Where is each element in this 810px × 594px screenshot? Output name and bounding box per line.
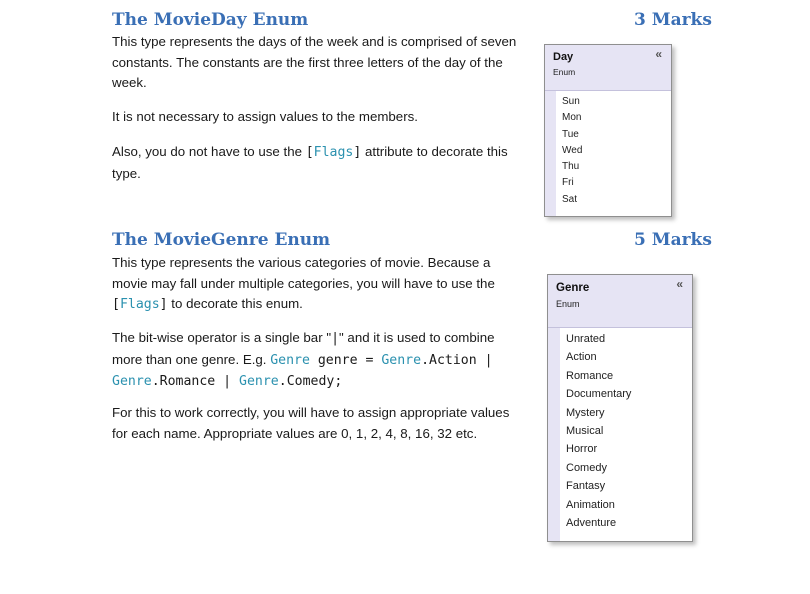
enum-member[interactable]: Mystery: [566, 406, 605, 419]
code-type: Genre: [112, 374, 152, 389]
text-span: to decorate this enum.: [167, 296, 303, 311]
section-title-movieday: The MovieDay Enum: [112, 10, 309, 30]
code-text: .Comedy;: [278, 374, 343, 389]
text-span: Also, you do not have to use the: [112, 144, 306, 159]
enum-member[interactable]: Fri: [562, 177, 574, 189]
bracket: [: [112, 297, 120, 312]
movieday-flags-note: [112, 142, 524, 184]
enum-member[interactable]: Animation: [566, 498, 615, 511]
bracket: ]: [159, 297, 168, 312]
enum-member[interactable]: Tue: [562, 128, 579, 140]
diagram-stereotype: Enum: [553, 67, 576, 77]
code-type: Genre: [239, 374, 279, 389]
double-chevron-up-icon[interactable]: «: [655, 47, 662, 61]
enum-member[interactable]: Adventure: [566, 517, 617, 530]
flags-keyword: Flags: [119, 297, 160, 312]
bracket: [: [305, 145, 314, 160]
text-span: " and it is used to combine more than one genre. E.g.: [112, 330, 495, 367]
day-member-list: [562, 94, 582, 208]
movieday-description: This type represents the days of the week and is comprised of seven constants. The constants are the first three letters of the day of the week.: [112, 34, 517, 90]
section-marks-moviegenre: 5 Marks: [634, 230, 712, 250]
flags-attribute-code: [112, 297, 168, 312]
enum-member[interactable]: Unrated: [566, 333, 606, 345]
enum-member[interactable]: Musical: [566, 425, 604, 438]
text-span: This type represents the various categories of movie. Because a movie may fall under multiple categories, you will have to use the: [112, 255, 495, 291]
enum-member[interactable]: Romance: [566, 369, 614, 382]
enum-member[interactable]: Comedy: [566, 461, 607, 474]
code-text: .Romance |: [151, 374, 240, 389]
enum-member[interactable]: Thu: [562, 161, 580, 173]
diagram-side-rail: [545, 91, 556, 216]
genre-enum-diagram[interactable]: [547, 274, 693, 542]
values-note: For this to work correctly, you will have to assign appropriate values for each name. Appropriate values are 0, 1, 2, 4, 8, 16, 32 etc.: [112, 405, 510, 441]
enum-member[interactable]: Fantasy: [566, 480, 606, 493]
diagram-header: [545, 45, 671, 91]
bitwise-operator-note: [112, 328, 517, 393]
diagram-side-rail: [548, 328, 560, 541]
code-text: genre =: [309, 352, 382, 368]
enum-member[interactable]: Mon: [562, 112, 582, 124]
enum-member[interactable]: Sat: [562, 193, 578, 205]
diagram-title: Day: [553, 51, 574, 63]
text-span: The bit-wise operator is a single bar ": [112, 330, 332, 345]
enum-member[interactable]: Action: [566, 351, 597, 364]
day-enum-diagram[interactable]: [544, 44, 672, 217]
bar-operator-code: |: [331, 331, 340, 346]
flags-keyword: Flags: [313, 145, 354, 160]
enum-member[interactable]: Sun: [562, 96, 580, 107]
bracket: ]: [353, 145, 362, 160]
enum-member[interactable]: Documentary: [566, 388, 632, 401]
movieday-values-note: It is not necessary to assign values to the members.: [112, 109, 418, 124]
moviegenre-description: [112, 253, 510, 316]
double-chevron-up-icon[interactable]: «: [676, 277, 683, 291]
diagram-title: Genre: [556, 282, 590, 294]
code-type: Genre: [381, 352, 422, 368]
enum-member[interactable]: Horror: [566, 443, 598, 456]
code-text: .Action |: [421, 352, 493, 368]
section-title-moviegenre: The MovieGenre Enum: [112, 230, 331, 250]
flags-attribute-code: [306, 145, 362, 160]
diagram-header: [548, 275, 692, 328]
code-type: Genre: [270, 352, 310, 368]
diagram-stereotype: Enum: [556, 299, 580, 309]
enum-member[interactable]: Wed: [562, 144, 583, 156]
genre-member-list: [566, 330, 631, 532]
text-span: attribute to decorate this type.: [112, 144, 508, 181]
section-marks-movieday: 3 Marks: [634, 10, 712, 30]
